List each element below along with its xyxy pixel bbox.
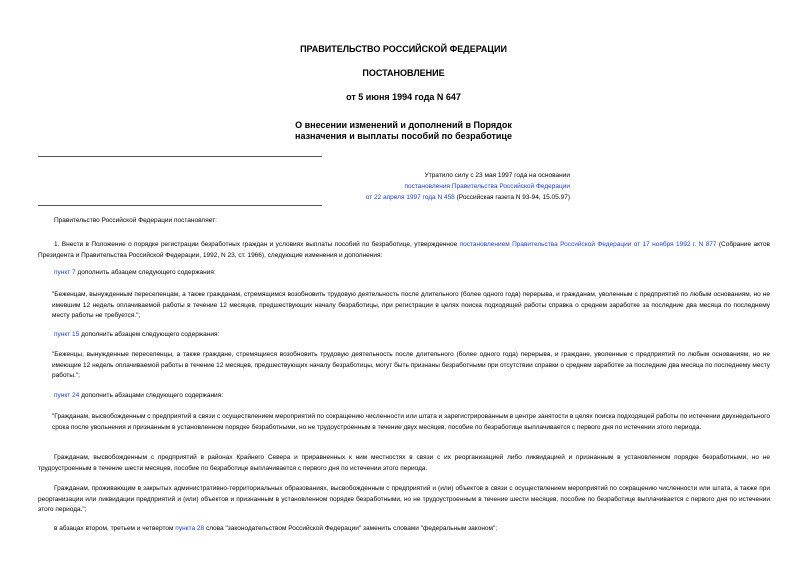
intro-paragraph: Правительство Российской Федерации постановляет: [54,217,217,224]
item-24-link[interactable]: пункт 24 [54,392,80,399]
quote-5: Гражданам, проживающим в закрытых административно-территориальных образованиях, высвобожденным с предприятий и (или) объектов в связи с осуществлением мероприятий по сокращению численности или штата, а также при реорганизации или ликвидации предприятий и (или) объектов и признанным в установленном порядке безработными, но не трудоустроенным в течение шести месяцев, пособие по безработице выплачивается с первого дня по истечении этого периода."; [38,485,770,513]
item-15-text: дополнить абзацем следующего содержания: [79,331,220,338]
quote-2: "Беженцы, вынужденные переселенцы, а также граждане, стремящиеся возобновить трудовую деятельность после длительного (более одного года) перерыва, и граждане, уволенные с предприятий по любым основаниям, но не имеющие 12 недель оплачиваемой работы в течение 12 месяцев, предшествующих началу безработицы, могут быть признаны безработными при отсутствии справки о среднем заработке за последние два месяца по последнему месту работы."; [52,351,770,379]
document-type-heading: ПОСТАНОВЛЕНИЕ [362,68,445,78]
revocation-note [240,170,570,203]
paragraph-1-text-a: 1. Внести в Положение о порядке регистрации безработных граждан и условиях выплаты пособий по безработице, утвержденное [54,241,460,248]
paragraph-1-text-b: (Собрание актов Президента и Правительства Российской Федерации, 1992, N 23, ст. 1966), следующие изменения и дополнения: [38,241,770,259]
item-24-paragraph [54,391,770,402]
item-7-link[interactable]: пункт 7 [54,269,76,276]
note-date-link[interactable]: от 22 апреля 1997 года N 458 [365,194,455,201]
quote-1: "Беженцам, вынужденным переселенцам, а также гражданам, стремящимся возобновить трудовую деятельность после длительного (более одного года) перерыва, и гражданам, уволенным с предприятий по любым основаниям, но не имевшим 12 недель оплачиваемой работы в течение 12 месяцев, предшествующих началу безработицы, при регистрации в целях поиска подходящей работы справка о среднем заработке за последние два месяца по последнему месту работы не требуется."; [52,291,770,319]
item-28-text-b: слова "законодательством Российской Федерации" заменить словами "федеральным законом"; [204,525,498,532]
note-line-1: Утратило силу с 23 мая 1997 года на основании [424,172,570,179]
item-15-link[interactable]: пункт 15 [54,331,80,338]
item-28-link[interactable]: пункта 28 [175,525,205,532]
bottom-divider [38,205,322,206]
document-date-number: от 5 июня 1994 года N 647 [346,92,461,102]
paragraph-1 [38,240,770,261]
government-heading: ПРАВИТЕЛЬСТВО РОССИЙСКОЙ ФЕДЕРАЦИИ [300,44,507,54]
note-decree-link[interactable]: постановления Правительства Российской Федерации [404,183,570,190]
document-subject [0,120,807,142]
decree-877-link[interactable]: постановлением Правительства Российской Федерации от 17 ноября 1992 г. N 877 [459,241,717,248]
top-divider [38,156,322,157]
item-7-paragraph [54,268,770,279]
subject-line-2: назначения и выплаты пособий по безработице [295,131,512,141]
item-28-paragraph [54,524,770,535]
item-28-text-a: в абзацах втором, третьем и четвертом [54,525,176,532]
note-source: (Российская газета N 93-94, 15.05.97) [454,194,570,201]
item-15-paragraph [54,330,770,341]
subject-line-1: О внесении изменений и дополнений в Порядок [295,120,512,130]
item-24-text: дополнить абзацами следующего содержания: [79,392,224,399]
quote-4: Гражданам, высвобожденным с предприятий в районах Крайнего Севера и приравненных к ним местностях в связи с их реорганизацией либо ликвидацией и признанным в установленном порядке безработными, но не трудоустроенным в течение шести месяцев, пособие по безработице выплачивается с первого дня по истечении этого периода. [38,454,770,472]
item-7-text: дополнить абзацем следующего содержания: [75,269,216,276]
quote-3: "Гражданам, высвобожденным с предприятий в связи с осуществлением мероприятий по сокращению численности или штата и зарегистрированным в центре занятости в целях поиска подходящей работы по истечении двухнедельного срока после увольнения и признанным в установленном порядке безработными, но не трудоустроенным в течение двух месяцев, пособие по безработице выплачивается с первого дня по истечении этого периода. [52,413,770,431]
